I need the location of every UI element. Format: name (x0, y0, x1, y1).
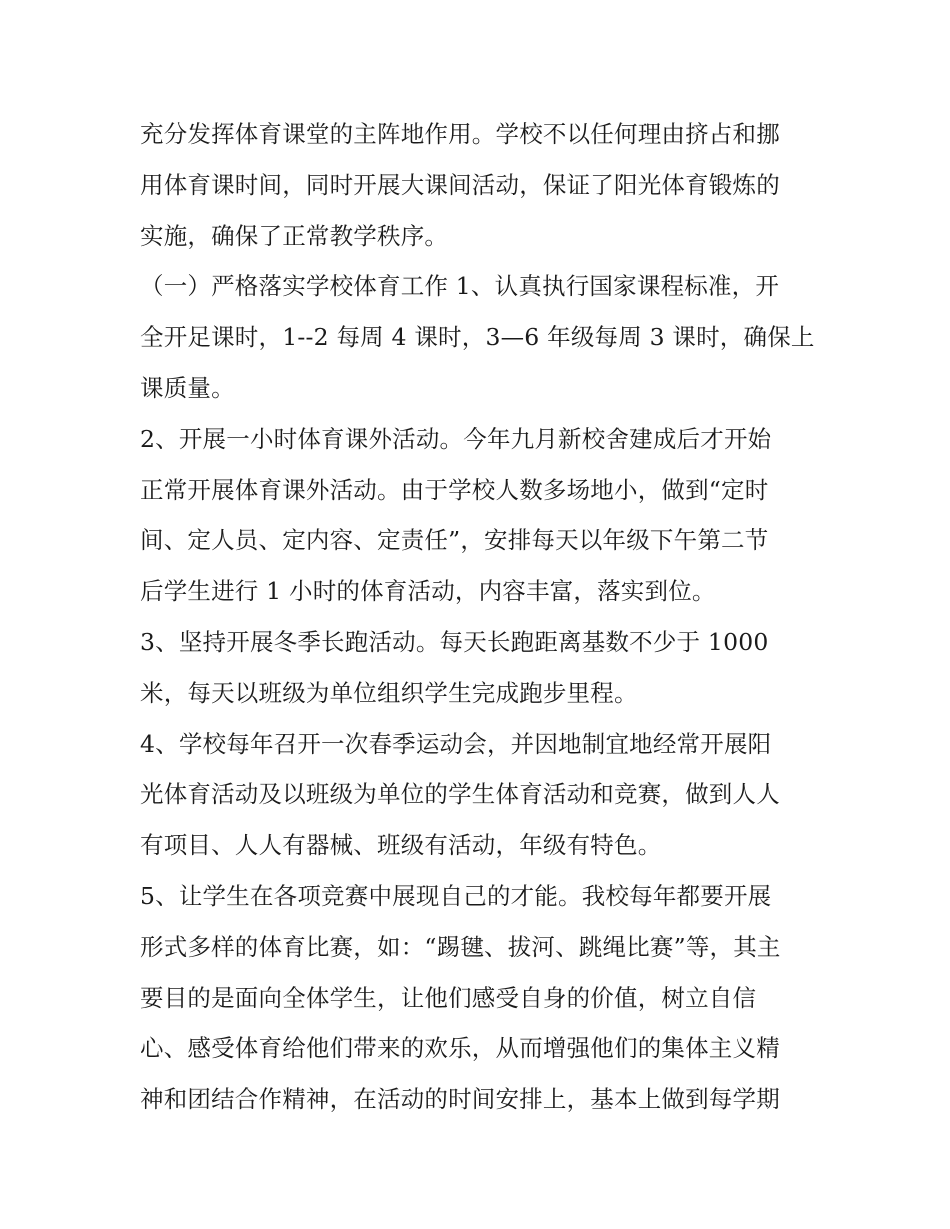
text-line: 心、感受体育给他们带来的欢乐，从而增强他们的集体主义精 (140, 1034, 780, 1063)
text-line: 后学生进行 1 小时的体育活动，内容丰富，落实到位。 (140, 577, 716, 606)
text-line: 2、开展一小时体育课外活动。今年九月新校舍建成后才开始 (140, 424, 772, 453)
text-line: 光体育活动及以班级为单位的学生体育活动和竞赛，做到人人 (140, 780, 780, 809)
text-line: 4、学校每年召开一次春季运动会，并因地制宜地经常开展阳 (140, 729, 772, 758)
text-line: 3、坚持开展冬季长跑活动。每天长跑距离基数不少于 1000 (140, 627, 769, 656)
text-line: 要目的是面向全体学生，让他们感受自身的价值，树立自信 (140, 983, 757, 1012)
text-line: 全开足课时，1--2 每周 4 课时，3—6 年级每周 3 课时，确保上 (140, 323, 815, 352)
text-line: 用体育课时间，同时开展大课间活动，保证了阳光体育锻炼的 (140, 170, 780, 199)
text-line: 课质量。 (140, 373, 235, 402)
document-body (140, 109, 820, 1125)
text-line: 正常开展体育课外活动。由于学校人数多场地小，做到“定时 (140, 475, 769, 504)
text-line: 间、定人员、定内容、定责任”，安排每天以年级下午第二节 (140, 526, 769, 555)
text-line: 充分发挥体育课堂的主阵地作用。学校不以任何理由挤占和挪 (140, 120, 780, 148)
text-line: 实施，确保了正常教学秩序。 (140, 221, 449, 250)
text-line: 形式多样的体育比赛，如：“踢毽、拔河、跳绳比赛”等，其主 (140, 932, 781, 961)
text-line: 神和团结合作精神，在活动的时间安排上，基本上做到每学期 (140, 1085, 780, 1114)
text-line: （一）严格落实学校体育工作 1、认真执行国家课程标准，开 (140, 272, 780, 301)
text-line: 有项目、人人有器械、班级有活动，年级有特色。 (140, 831, 662, 860)
text-line: 米，每天以班级为单位组织学生完成跑步里程。 (140, 678, 638, 707)
text-line: 5、让学生在各项竞赛中展现自己的才能。我校每年都要开展 (140, 881, 772, 910)
